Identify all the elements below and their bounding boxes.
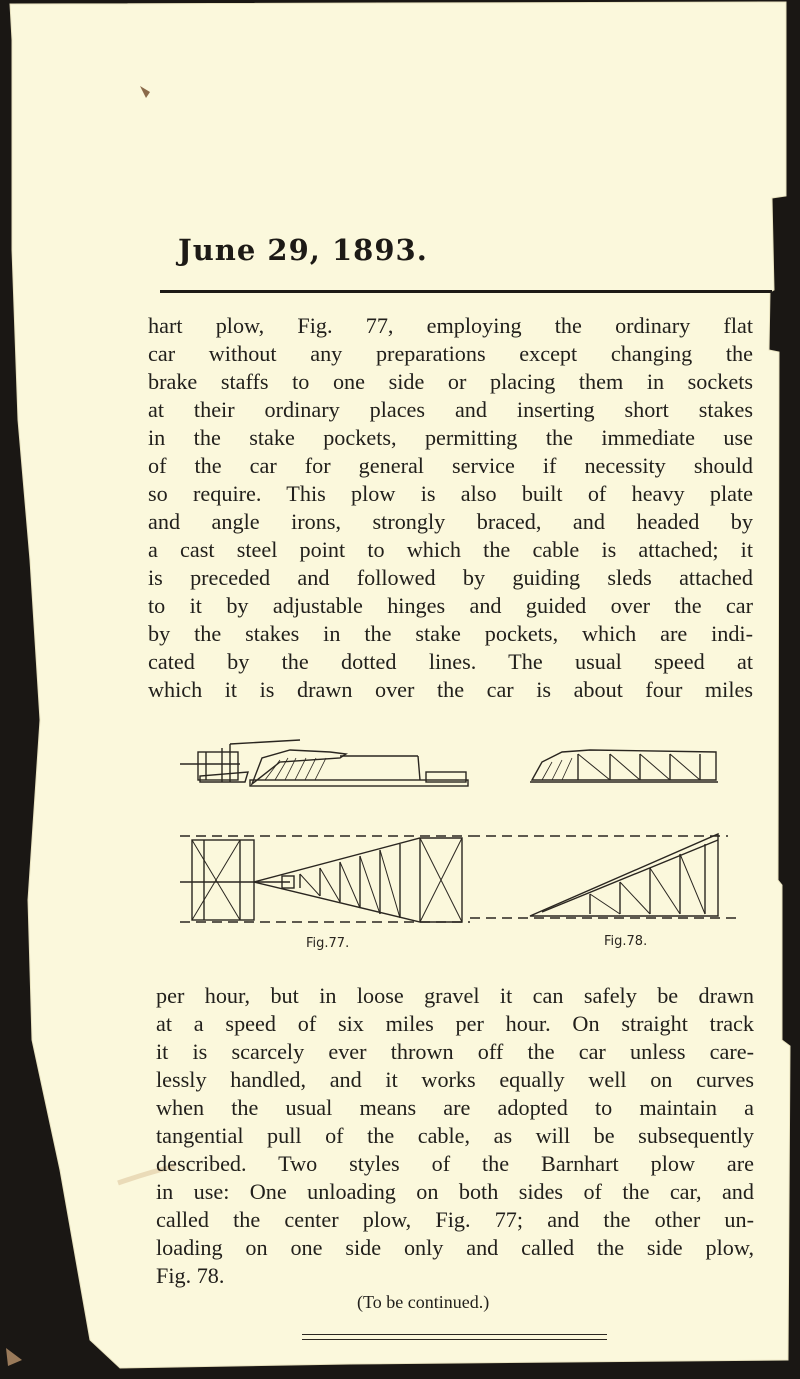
fig78-side-elevation [530,750,718,782]
fig78-plan-view [470,834,736,918]
text-line: in the stake pockets, permitting the immediate use [148,425,753,450]
text-line: lessly handled, and it works equally well on curves [156,1067,754,1092]
plow-figures [170,728,740,960]
header-rule [160,290,772,293]
fig77-plan-view [180,836,470,922]
text-line: in use: One unloading on both sides of the car, and [156,1179,754,1204]
text-line: and angle irons, strongly braced, and headed by [148,509,753,534]
text-line: when the usual means are adopted to maintain a [156,1095,754,1120]
fig78-caption: Fig.78. [604,934,648,949]
text-line: loading on one side only and called the side plow, [156,1235,754,1260]
text-line: by the stakes in the stake pockets, which are indi- [148,621,753,646]
text-line: car without any preparations except changing the [148,341,753,366]
text-line: so require. This plow is also built of heavy plate [148,481,753,506]
text-line: at a speed of six miles per hour. On straight track [156,1011,754,1036]
end-rule-top [302,1334,607,1335]
text-line: described. Two styles of the Barnhart plow are [156,1151,754,1176]
text-line: called the center plow, Fig. 77; and the other un- [156,1207,754,1232]
text-line: it is scarcely ever thrown off the car unless care- [156,1039,754,1064]
text-line: brake staffs to one side or placing them in sockets [148,369,753,394]
fig77-caption: Fig.77. [306,936,350,951]
text-line: a cast steel point to which the cable is attached; it [148,537,753,562]
text-line: Fig. 78. [156,1263,225,1288]
text-line: per hour, but in loose gravel it can safely be drawn [156,983,754,1008]
text-line: tangential pull of the cable, as will be subsequently [156,1123,754,1148]
text-line: is preceded and followed by guiding sleds attached [148,565,753,590]
fig77-side-elevation [180,740,468,786]
article-text-after-figures [156,982,754,1290]
text-line: hart plow, Fig. 77, employing the ordinary flat [148,313,753,338]
issue-date-heading: June 29, 1893. [178,233,428,267]
text-line: of the car for general service if necessity should [148,453,753,478]
to-be-continued-note: (To be continued.) [357,1292,490,1312]
article-text-before-figures [148,312,753,704]
end-rule-bottom [302,1339,607,1340]
text-line: to it by adjustable hinges and guided over the car [148,593,753,618]
text-line: cated by the dotted lines. The usual speed at [148,649,753,674]
text-line: which it is drawn over the car is about four miles [148,677,753,702]
text-line: at their ordinary places and inserting short stakes [148,397,753,422]
